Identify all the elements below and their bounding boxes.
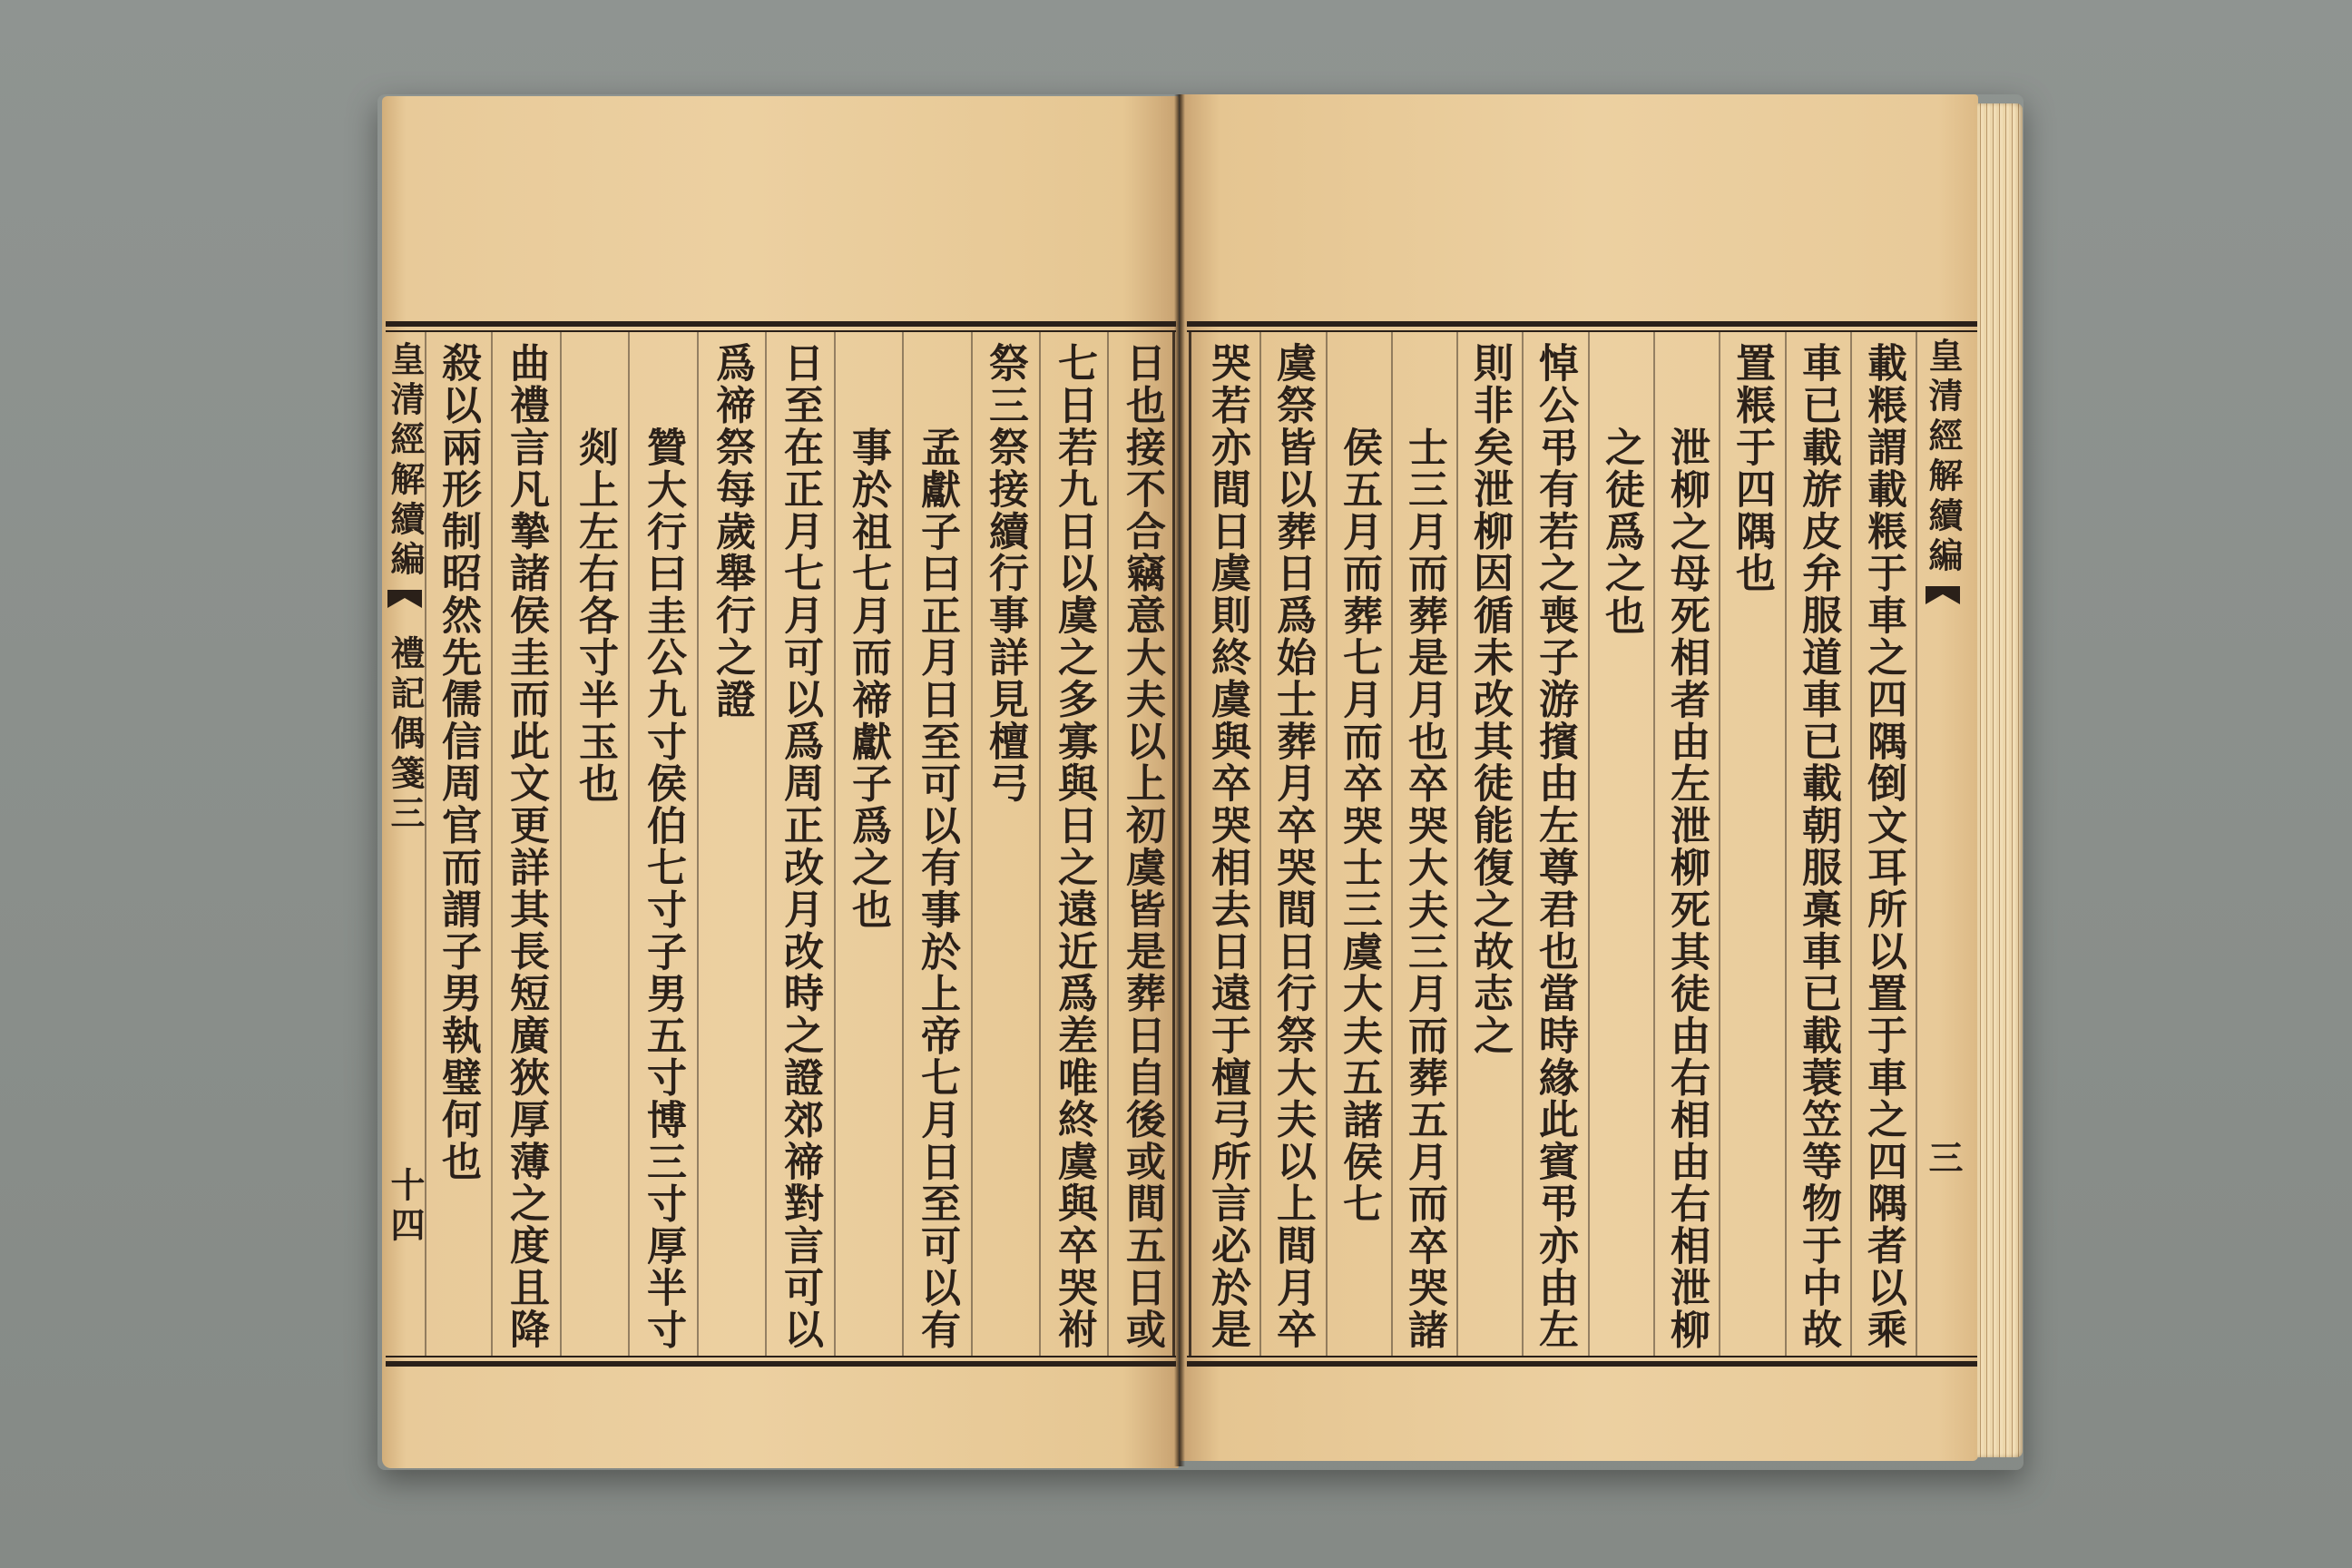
page-stack-edge [1977, 103, 2023, 1457]
gutter-fold [1174, 94, 1185, 1466]
column-divider [1719, 332, 1720, 1356]
text-column: 祭三祭接續行事詳見檀弓 [982, 342, 1028, 805]
left-margin-section-title: 禮記偶箋三 [385, 635, 426, 835]
right-margin-series-title: 皇清經解續編 [1923, 338, 1964, 577]
column-divider [491, 332, 493, 1356]
bottom-border-line [386, 1361, 1176, 1367]
text-column: 殺以兩形制昭然先儒信周官而謂子男執璧何也 [435, 342, 481, 1182]
note-column: 之徒爲之也 [1598, 426, 1644, 637]
column-divider [697, 332, 699, 1356]
note-column: 贊大行曰圭公九寸侯伯七寸子男五寸博三寸厚半寸 [640, 426, 686, 1351]
text-column: 悼公弔有若之喪子游擯由左尊君也當時緣此賓弔亦由左 [1532, 342, 1578, 1351]
text-column: 虞祭皆以葬日爲始士葬月卒哭間日行祭大夫以上間月卒 [1269, 342, 1316, 1351]
column-divider [1456, 332, 1458, 1356]
note-column: 侯五月而葬七月而卒哭士三虞大夫五諸侯七 [1336, 426, 1382, 1225]
top-border-line [386, 321, 1176, 327]
column-divider [971, 332, 973, 1356]
text-column: 則非矣泄柳因循未改其徒能復之故志之 [1466, 342, 1513, 1057]
right-margin-page-number: 三 [1923, 1140, 1964, 1180]
text-column: 載粻謂載粻于車之四隅倒文耳所以置于車之四隅者以乘 [1860, 342, 1906, 1351]
column-divider [1522, 332, 1524, 1356]
note-column: 泄柳之母死相者由左泄柳死其徒由右相由右相泄柳 [1663, 426, 1710, 1351]
note-column: 士三月而葬是月也卒哭大夫三月而葬五月而卒哭諸 [1401, 426, 1447, 1351]
column-divider [560, 332, 562, 1356]
bottom-inner-border-line [386, 1356, 1176, 1357]
column-divider [1391, 332, 1393, 1356]
bottom-border-line [1187, 1361, 1977, 1367]
note-column: 剡上左右各寸半玉也 [572, 426, 618, 805]
text-column: 車已載旂皮弁服道車已載朝服槀車已載蓑笠等物于中故 [1795, 342, 1841, 1351]
top-inner-border-line [1187, 330, 1977, 332]
column-divider [1588, 332, 1590, 1356]
column-divider [1259, 332, 1261, 1356]
column-divider [1785, 332, 1787, 1356]
bottom-inner-border-line [1187, 1356, 1977, 1357]
left-margin-series-title: 皇清經解續編 [385, 341, 426, 581]
column-divider [1850, 332, 1852, 1356]
note-column: 孟獻子曰正月日至可以有事於上帝七月日至可以有 [914, 426, 960, 1351]
column-divider [902, 332, 904, 1356]
column-divider [1039, 332, 1041, 1356]
column-divider [1326, 332, 1328, 1356]
top-inner-border-line [386, 330, 1176, 332]
text-column: 置粻于四隅也 [1729, 342, 1775, 594]
inner-border-line [1172, 332, 1175, 1356]
text-column: 曲禮言凡摯諸侯圭而此文更詳其長短廣狹厚薄之度且降 [503, 342, 549, 1351]
text-column: 日至在正月七月可以爲周正改月改時之證郊禘對言可以 [777, 342, 823, 1351]
text-column: 日也接不合竊意大夫以上初虞皆是葬日自後或間五日或 [1119, 342, 1165, 1351]
column-divider [765, 332, 767, 1356]
column-divider [1916, 332, 1917, 1356]
note-column: 事於祖七月而禘獻子爲之也 [845, 426, 891, 931]
text-column: 哭若亦間日虞則終虞與卒哭相去日遠于檀弓所言必於是 [1204, 342, 1250, 1351]
column-divider [1107, 332, 1109, 1356]
column-divider [1653, 332, 1655, 1356]
left-margin-page-number: 十四 [385, 1167, 426, 1247]
top-border-line [1187, 321, 1977, 327]
inner-border-line [1189, 332, 1191, 1356]
text-column: 爲禘祭每歲舉行之證 [709, 342, 755, 720]
column-divider [834, 332, 836, 1356]
column-divider [628, 332, 630, 1356]
text-column: 七日若九日以虞之多寡與日之遠近爲差唯終虞與卒哭祔 [1051, 342, 1097, 1351]
